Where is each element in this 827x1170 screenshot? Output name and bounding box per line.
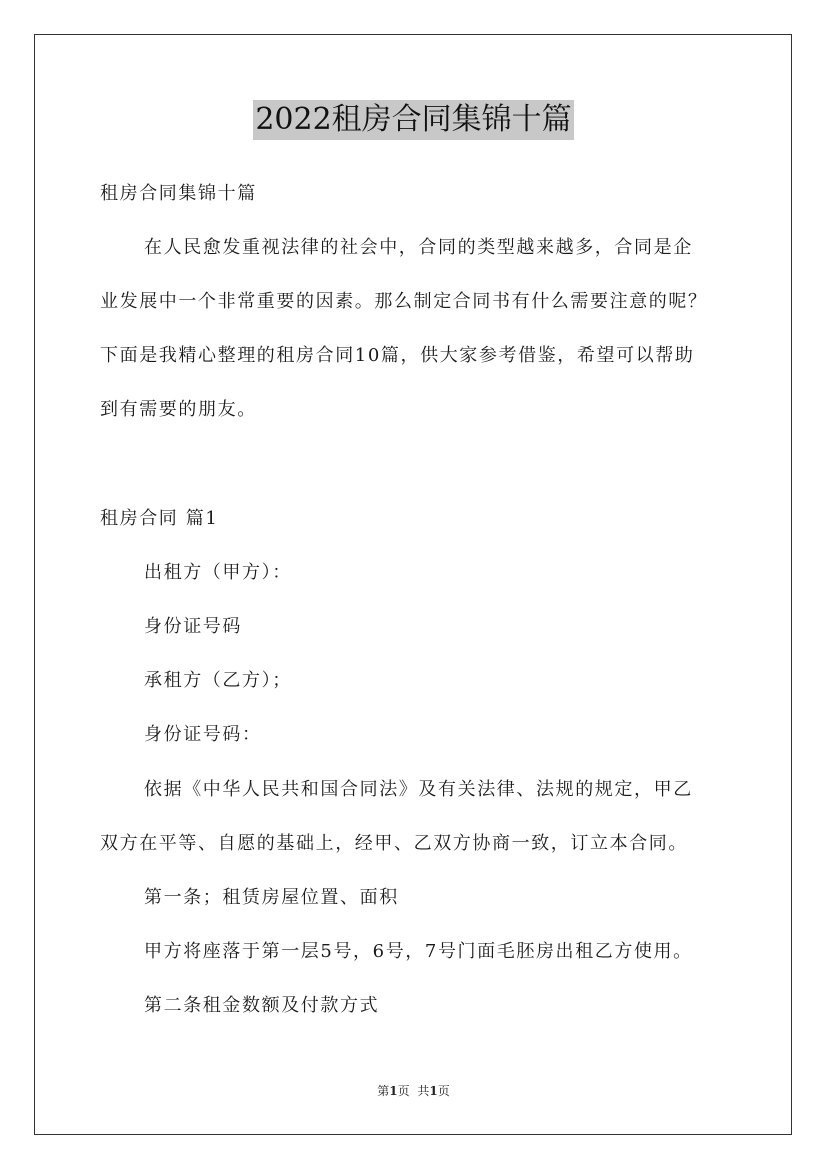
lessor-id-label: 身份证号码	[144, 616, 242, 637]
document-subtitle: 租房合同集锦十篇	[100, 183, 257, 204]
total-pages: 1	[429, 1084, 438, 1098]
page-number: 1	[389, 1084, 398, 1098]
intro-line-1: 在人民愈发重视法律的社会中，合同的类型越来越多，合同是企	[144, 237, 693, 258]
lessee-label: 承租方（乙方）；	[144, 670, 292, 691]
page-unit: 页	[397, 1084, 410, 1098]
total-label: 共	[417, 1084, 430, 1098]
page-label: 第	[377, 1084, 390, 1098]
article-1-heading: 第一条；租赁房屋位置、面积	[144, 887, 399, 908]
section-heading: 租房合同 篇1	[100, 508, 219, 529]
intro-line-3: 下面是我精心整理的租房合同10篇，供大家参考借鉴，希望可以帮助	[100, 345, 695, 366]
article-2-heading: 第二条租金数额及付款方式	[144, 995, 380, 1016]
lessee-id-label: 身份证号码：	[144, 724, 262, 745]
document-title: 2022租房合同集锦十篇	[253, 100, 573, 140]
lessor-label: 出租方（甲方）：	[144, 562, 292, 583]
total-unit: 页	[437, 1084, 450, 1098]
intro-line-4: 到有需要的朋友。	[100, 399, 257, 420]
intro-line-2: 业发展中一个非常重要的因素。那么制定合同书有什么需要注意的呢？	[100, 291, 708, 312]
page-footer	[0, 1083, 827, 1099]
article-1-body: 甲方将座落于第一层5号，6号，7号门面毛胚房出租乙方使用。	[144, 941, 693, 962]
basis-line-1: 依据《中华人民共和国合同法》及有关法律、法规的规定，甲乙	[144, 779, 693, 800]
title-container	[0, 100, 827, 140]
basis-line-2: 双方在平等、自愿的基础上，经甲、乙双方协商一致，订立本合同。	[100, 833, 688, 854]
